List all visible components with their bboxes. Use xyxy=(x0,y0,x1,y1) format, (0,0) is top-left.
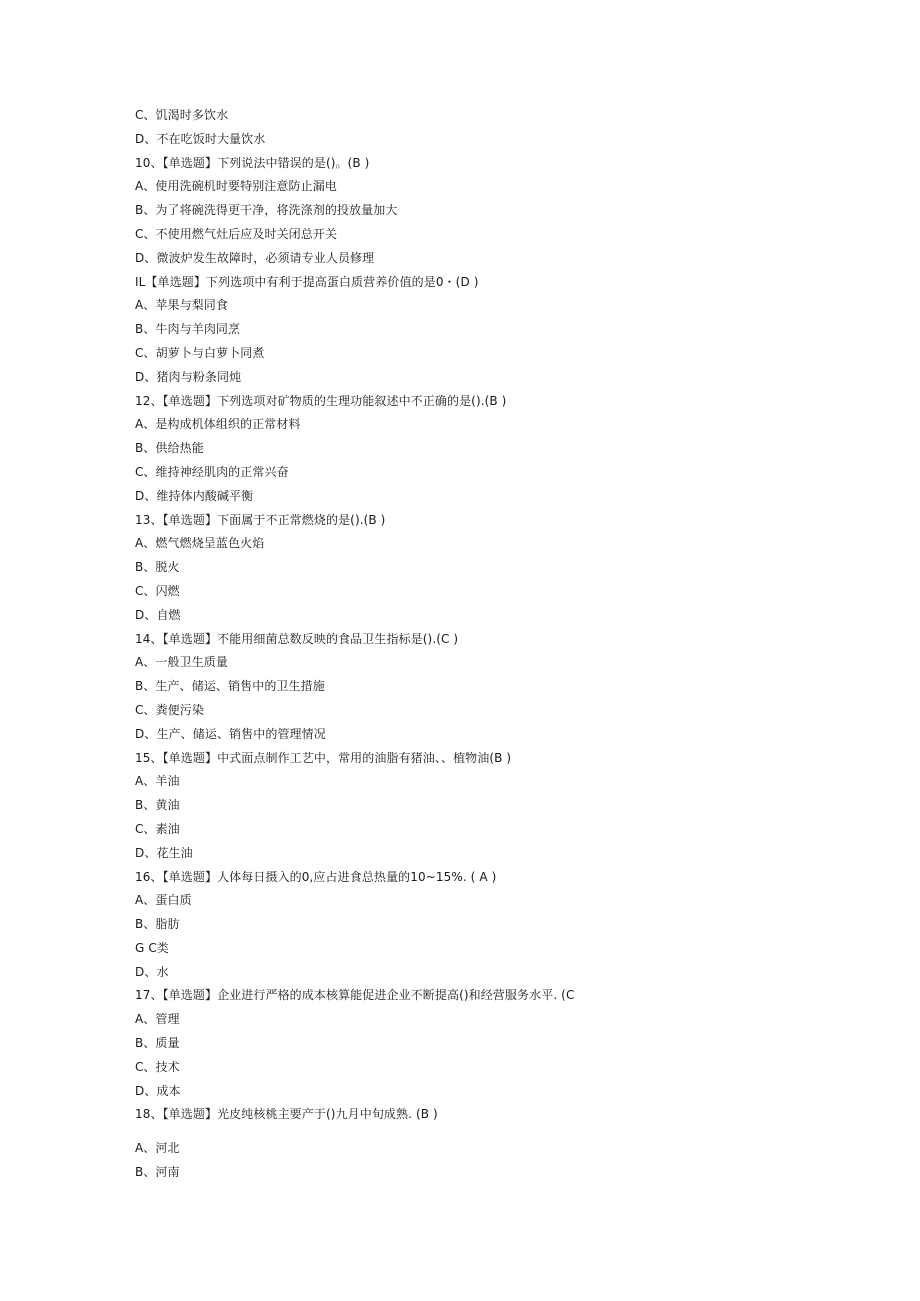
option-line: C、胡萝卜与白萝卜同煮 xyxy=(135,345,265,360)
option-line: A、一般卫生质量 xyxy=(135,655,229,670)
option-line: C、不使用燃气灶后应及时关闭总开关 xyxy=(135,226,338,241)
option-line: D、水 xyxy=(135,964,169,979)
option-line: A、河北 xyxy=(135,1141,180,1156)
option-line: B、河南 xyxy=(135,1165,180,1180)
option-line: B、牛肉与羊肉同烹 xyxy=(135,322,241,337)
question-line: 15、【单选题】中式面点制作工艺中，常用的油脂有猪油、、植物油(B ) xyxy=(135,750,512,765)
question-line: 17、【单选题】企业进行严格的成本核算能促进企业不断提高()和经营服务水平. (C xyxy=(135,988,575,1003)
option-line: A、羊油 xyxy=(135,774,180,789)
option-line: B、脂肪 xyxy=(135,917,180,932)
question-list xyxy=(135,104,835,1185)
option-line: A、蛋白质 xyxy=(135,893,192,908)
option-line: A、管理 xyxy=(135,1012,180,1027)
option-line: D、花生油 xyxy=(135,845,193,860)
question-line: 16、【单选题】人体每日摄入的0,应占进食总热量的10~15%. ( A ) xyxy=(135,869,497,884)
option-line: C、粪便污染 xyxy=(135,702,204,717)
option-line: D、成本 xyxy=(135,1083,181,1098)
option-line: D、猪肉与粉条同炖 xyxy=(135,369,242,384)
question-line: 14、【单选题】不能用细菌总数反映的食品卫生指标是().(C ) xyxy=(135,631,459,646)
option-line: G C类 xyxy=(135,940,169,955)
option-line: A、使用洗碗机时要特别注意防止漏电 xyxy=(135,179,337,194)
option-line: D、生产、储运、销售中的管理情况 xyxy=(135,726,326,741)
option-line: C、技术 xyxy=(135,1059,180,1074)
option-line: C、维持神经肌肉的正常兴奋 xyxy=(135,464,289,479)
option-line: C、饥渴时多饮水 xyxy=(135,108,229,122)
option-line: B、生产、储运、销售中的卫生措施 xyxy=(135,679,325,694)
option-line: C、素油 xyxy=(135,821,180,836)
option-line: C、闪燃 xyxy=(135,583,180,598)
option-line: A、苹果与梨同食 xyxy=(135,298,229,313)
option-line: D、自燃 xyxy=(135,607,181,622)
option-line: A、燃气燃烧呈蓝色火焰 xyxy=(135,536,265,551)
question-line: 10、【单选题】下列说法中错误的是()。(B ) xyxy=(135,155,370,170)
option-line: B、供给热能 xyxy=(135,441,204,456)
option-line: D、微波炉发生故障时，必须请专业人员修理 xyxy=(135,250,375,265)
question-line: 12、【单选题】下列选项对矿物质的生理功能叙述中不正确的是().(B ) xyxy=(135,393,507,408)
question-line: IL【单选题】下列选项中有利于提高蛋白质营养价值的是0・(D ) xyxy=(135,274,479,289)
option-line: D、维持体内酸碱平衡 xyxy=(135,488,254,503)
option-line: B、为了将碗洗得更干净，将洗涤剂的投放量加大 xyxy=(135,203,398,218)
option-line: B、脱火 xyxy=(135,560,180,575)
option-line: B、质量 xyxy=(135,1036,180,1051)
option-line: D、不在吃饭时大量饮水 xyxy=(135,131,266,146)
question-line: 13、【单选题】下面属于不正常燃烧的是().(B ) xyxy=(135,512,386,527)
option-line: B、黄油 xyxy=(135,798,180,813)
question-line: 18、【单选题】光皮纯核桃主要产于()九月中旬成熟. (B ) xyxy=(135,1107,438,1122)
option-line: A、是构成机体组织的正常材料 xyxy=(135,417,301,432)
spacer xyxy=(135,1127,835,1137)
